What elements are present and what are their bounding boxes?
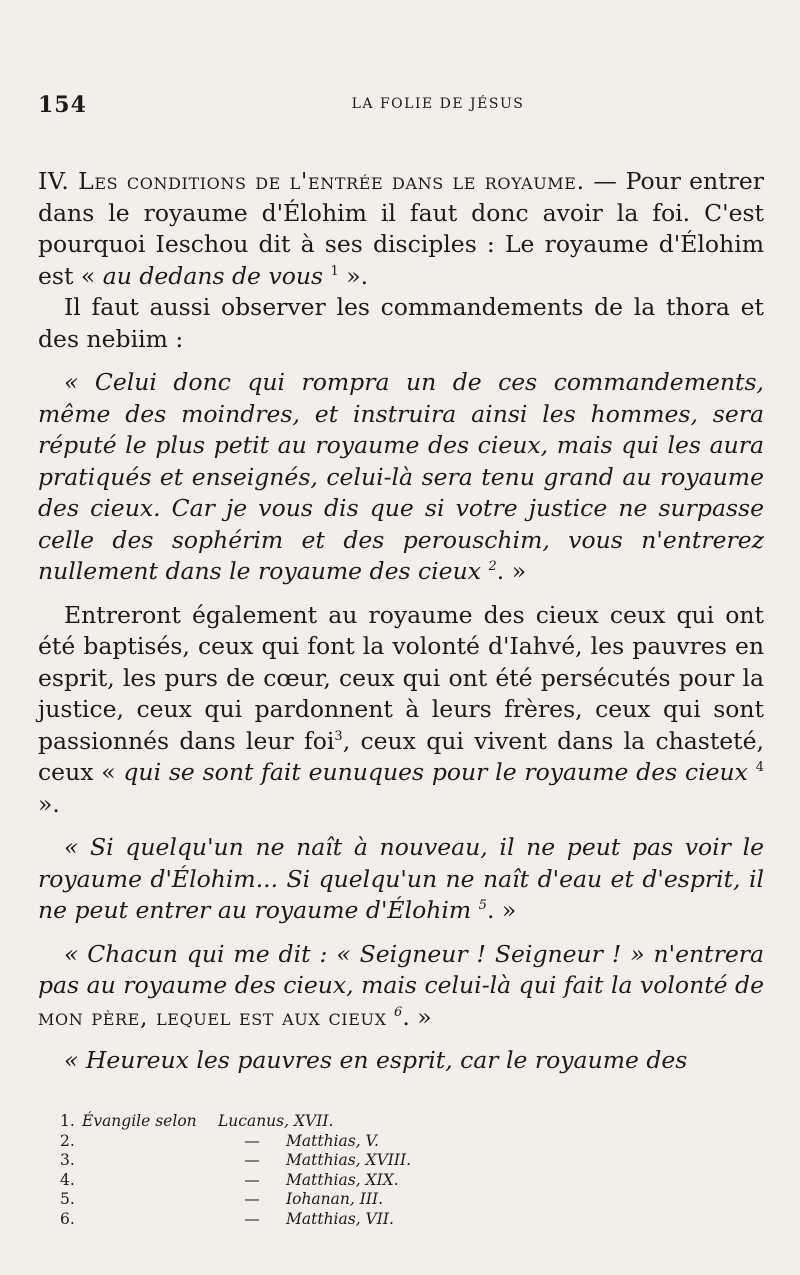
quote-text: « Si quelqu'un ne naît à nouveau, il ne peut pas voir le royaume d'Élohim... Si quelqu'un ne naît d'eau et d'esprit, il ne peut entrer au royaume d'Élohim bbox=[38, 833, 764, 924]
footnote-ref: 5 bbox=[478, 898, 487, 914]
footnote-item bbox=[60, 1190, 620, 1210]
footnote-ref: 4 bbox=[755, 760, 764, 776]
footnote-number: 5. bbox=[60, 1190, 75, 1208]
footnote-ditto-dash: — bbox=[244, 1209, 260, 1228]
footnote-ref: 3 bbox=[334, 728, 343, 744]
section-paragraph-2 bbox=[38, 292, 764, 355]
footnote-ref: 2 bbox=[488, 559, 497, 575]
quote-text: qui se sont fait eunuques pour le royaume des cieux bbox=[123, 758, 748, 786]
quote-text: « Heureux les pauvres en esprit, car le royaume des bbox=[64, 1046, 688, 1074]
footnote-reference: Matthias, VII. bbox=[286, 1209, 394, 1228]
quote-close: . » bbox=[486, 896, 517, 924]
footnote-item bbox=[60, 1210, 620, 1230]
section-heading: IV. Les conditions de l'entrée dans le royaume. — bbox=[38, 167, 618, 195]
footnote-source bbox=[82, 1190, 218, 1210]
quote-close: . » bbox=[496, 557, 527, 585]
quote-close: . » bbox=[402, 1002, 432, 1031]
footnote-source bbox=[82, 1151, 218, 1171]
footnote-reference: Matthias, XVIII. bbox=[286, 1151, 412, 1169]
footnote-reference: Iohanan, III. bbox=[286, 1190, 384, 1208]
footnote-ref: 6 bbox=[394, 1004, 403, 1020]
quote-paragraph-4 bbox=[38, 1045, 764, 1077]
quote-paragraph-3 bbox=[38, 939, 764, 1034]
paragraph-text: ». bbox=[38, 789, 60, 818]
running-title: LA FOLIE DE JÉSUS bbox=[351, 96, 525, 112]
page-number: 154 bbox=[38, 92, 87, 118]
section-paragraph-3 bbox=[38, 600, 764, 821]
footnote-number: 4. bbox=[60, 1170, 75, 1189]
footnote-reference: Matthias, V. bbox=[286, 1131, 379, 1150]
quote-text: « Chacun qui me dit : « Seigneur ! Seigneur ! » n'entrera pas au royaume des cieux, mais celui-là qui fait la volonté de bbox=[38, 939, 764, 999]
quote-text: « Celui donc qui rompra un de ces commandements, même des moindres, et instruira ainsi les hommes, sera réputé le plus petit au royaume des cieux, mais qui les aura pratiqués et enseignés, celui-là sera tenu grand au royaume des cieux. Car je vous dis que si votre justice ne surpasse celle des sophérim et des perouschim, vous n'entrerez nullement dans le royaume des cieux bbox=[38, 368, 764, 585]
footnote-source bbox=[82, 1132, 218, 1152]
footnote-ref: 1 bbox=[330, 263, 339, 279]
footnote-source bbox=[82, 1171, 218, 1191]
footnote-number: 3. bbox=[60, 1151, 75, 1169]
footnote-source: Évangile selon bbox=[82, 1112, 197, 1130]
footnote-source bbox=[82, 1210, 218, 1230]
quote-small-caps: mon père, lequel est aux cieux bbox=[38, 1002, 387, 1031]
paragraph-text: , ceux qui vivent dans la chasteté, ceux « bbox=[38, 726, 765, 786]
footnote-ditto-dash: — bbox=[244, 1170, 260, 1189]
quote-paragraph-2 bbox=[38, 832, 764, 927]
footnote-reference: Matthias, XIX. bbox=[286, 1170, 399, 1189]
paragraph-text: Pour entrer dans le royaume d'Élohim il faut donc avoir la foi. C'est pourquoi Ieschou dit à ses disciples : Le royaume d'Élohim est « bbox=[38, 167, 764, 290]
footnote-item bbox=[60, 1132, 620, 1152]
footnote-item bbox=[60, 1151, 620, 1171]
paragraph-text: ». bbox=[338, 261, 369, 290]
quote-text: au dedans de vous bbox=[102, 261, 324, 290]
running-head bbox=[38, 92, 768, 116]
footnote-reference: Lucanus, XVII. bbox=[218, 1112, 334, 1130]
footnote-ditto-dash: — bbox=[244, 1131, 260, 1150]
paragraph-text: Entreront également au royaume des cieux ceux qui ont été baptisés, ceux qui font la volonté d'Iahvé, les pauvres en esprit, les purs de cœur, ceux qui ont été persécutés pour la justice, ceux qui pardonnent à leurs frères, ceux qui sont passionnés dans leur foi bbox=[38, 600, 764, 755]
section-paragraph-1 bbox=[38, 166, 764, 292]
footnote-ditto-dash: — bbox=[244, 1151, 260, 1169]
footnotes bbox=[60, 1112, 620, 1229]
body-text bbox=[38, 166, 764, 1077]
quote-paragraph-1 bbox=[38, 367, 764, 588]
footnote-number: 1. bbox=[60, 1112, 75, 1130]
footnote-item bbox=[60, 1171, 620, 1191]
footnote-number: 2. bbox=[60, 1131, 75, 1150]
paragraph-text: Il faut aussi observer les commandements de la thora et des nebiim : bbox=[38, 293, 764, 353]
footnote-number: 6. bbox=[60, 1209, 75, 1228]
footnote-ditto-dash: — bbox=[244, 1190, 260, 1208]
footnote-item bbox=[60, 1112, 620, 1132]
